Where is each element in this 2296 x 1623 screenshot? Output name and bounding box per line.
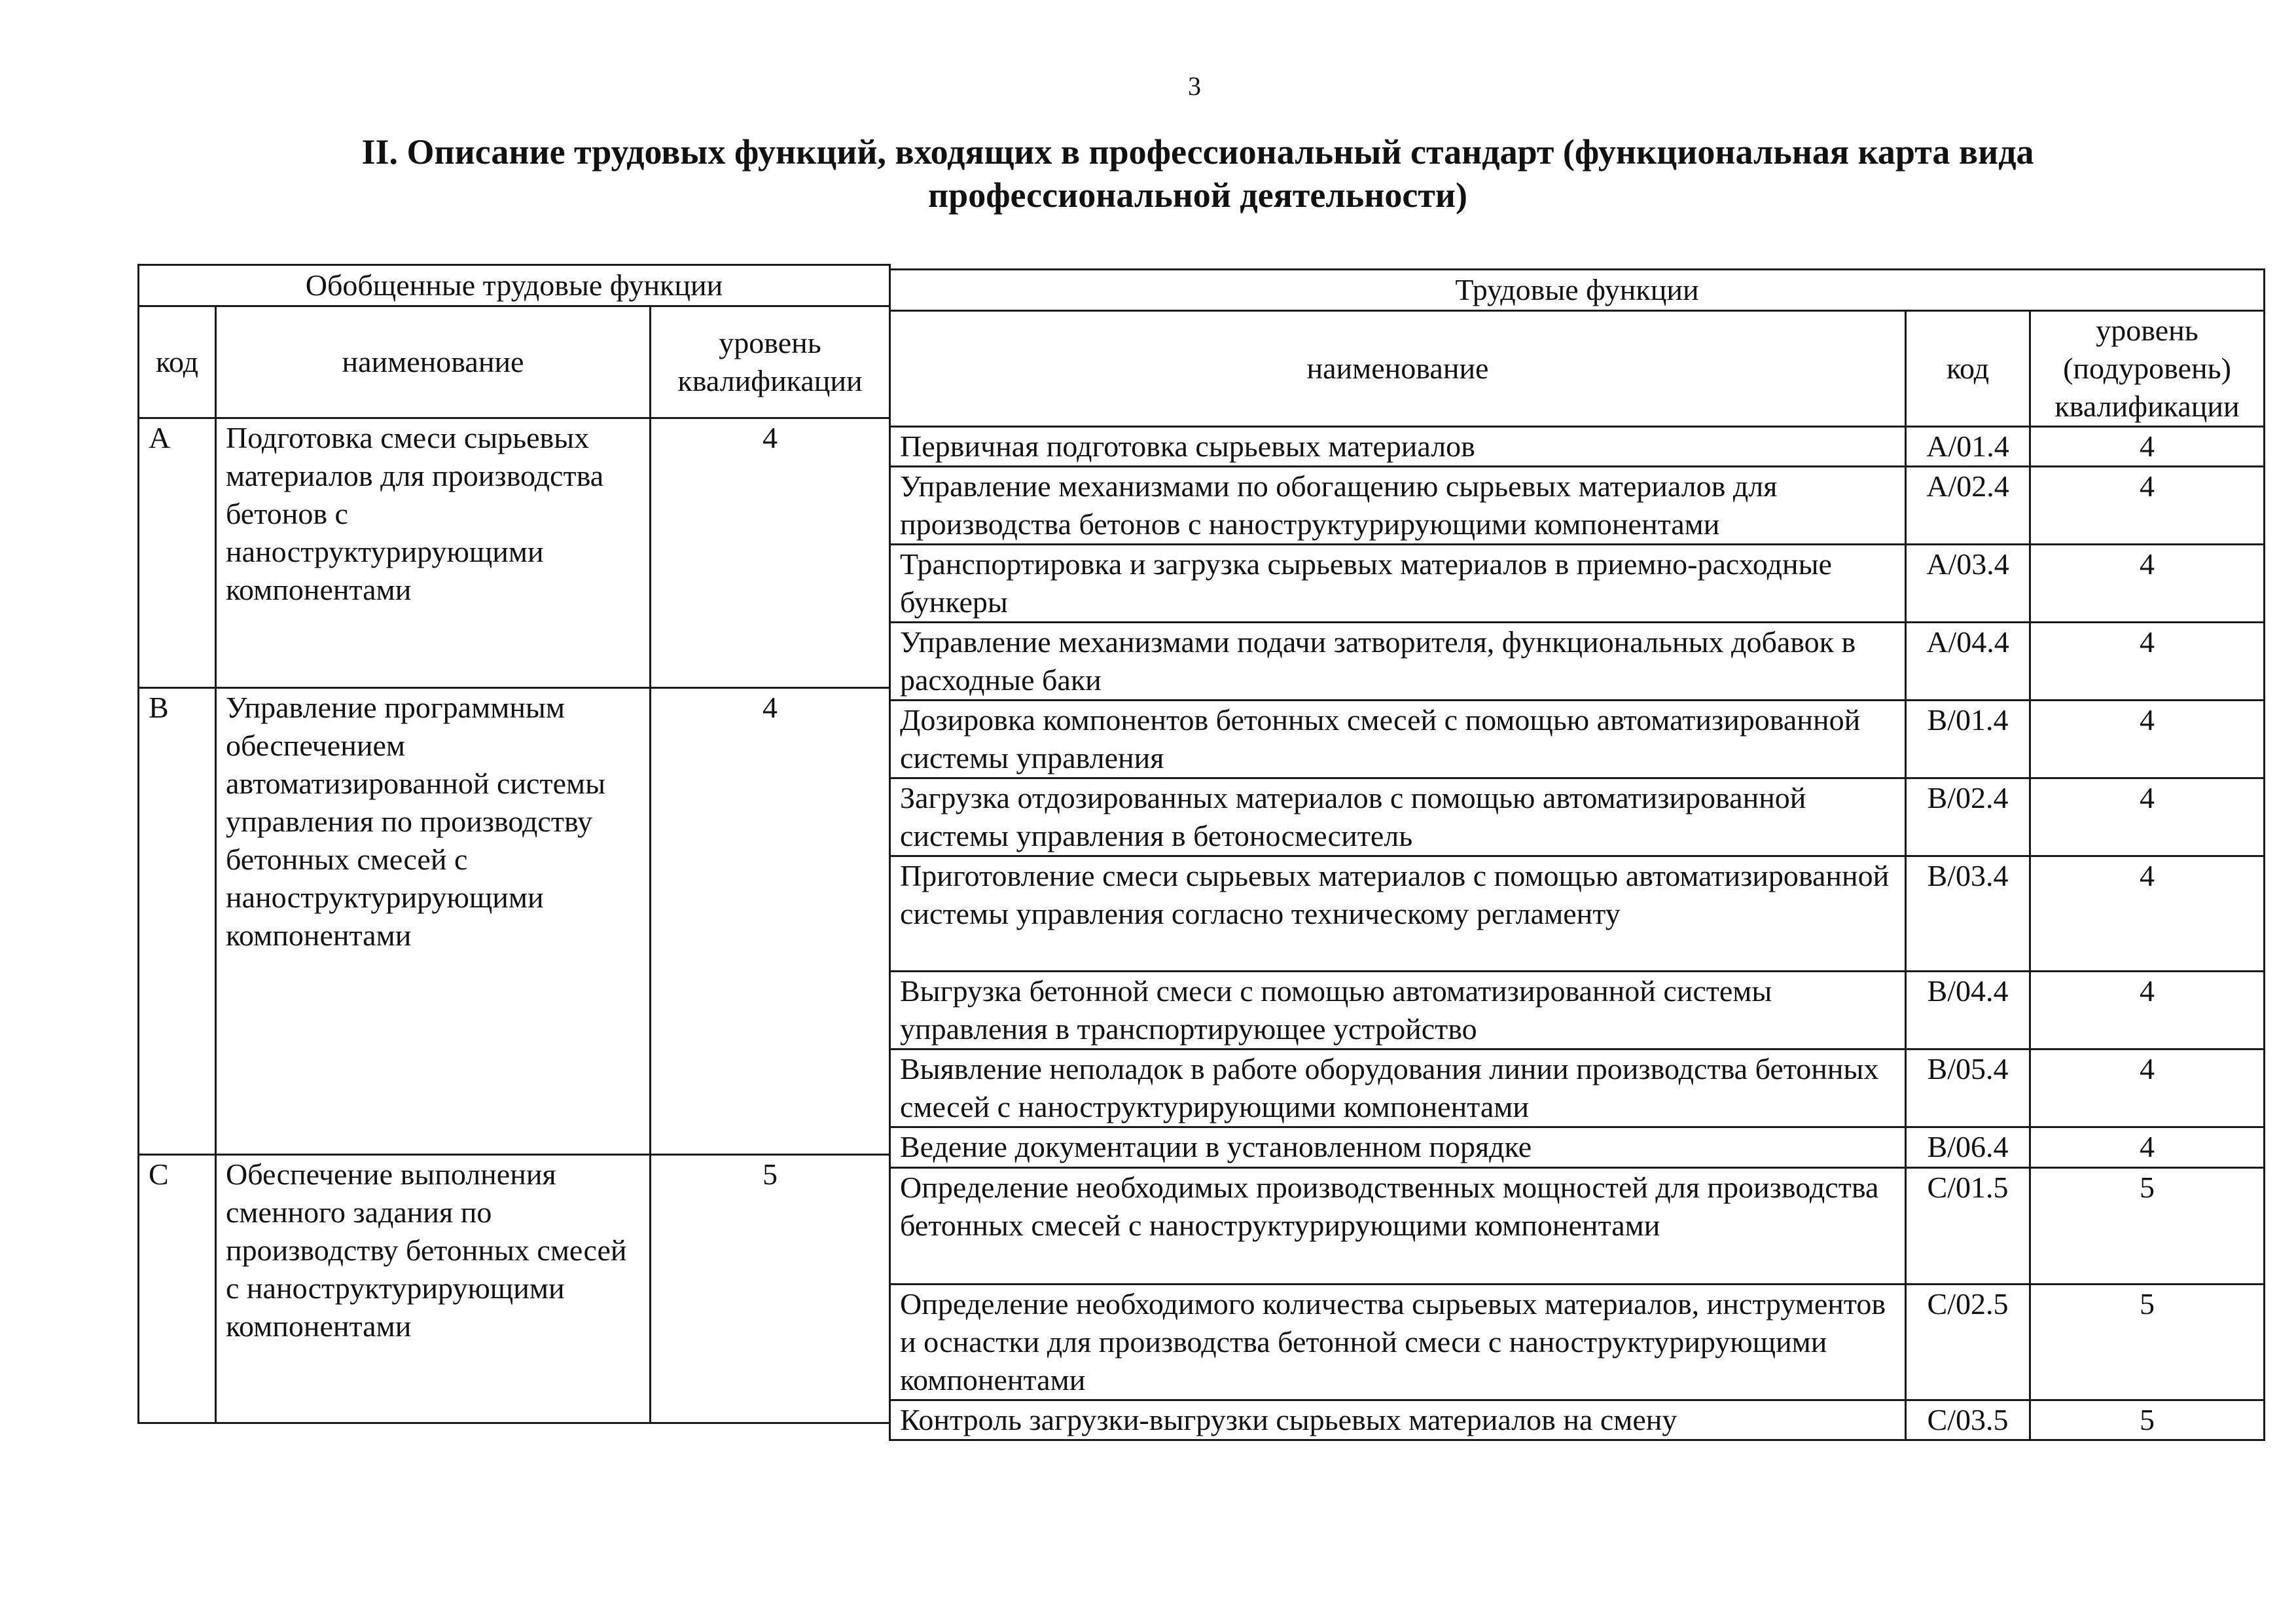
page-title-line-1: II. Описание трудовых функций, входящих в профессиональный стандарт (функциональная карта вида [361, 132, 2034, 172]
function-code: B/03.4 [1906, 856, 2030, 972]
generalized-name: Обеспечение выполнения сменного задания по производству бетонных смесей с наноструктурирующими компонентами [216, 1155, 651, 1423]
function-level: 5 [2030, 1400, 2265, 1440]
function-name: Первичная подготовка сырьевых материалов [890, 427, 1906, 467]
function-row [890, 1168, 2265, 1285]
labor-functions-table [889, 268, 2265, 1441]
function-row [890, 1049, 2265, 1127]
function-level: 4 [2030, 778, 2265, 856]
generalized-level-header: уровень квалификации [651, 306, 890, 418]
function-level: 4 [2030, 467, 2265, 545]
function-code: A/04.4 [1906, 623, 2030, 701]
function-row [890, 856, 2265, 972]
function-code: C/01.5 [1906, 1168, 2030, 1285]
function-level: 4 [2030, 701, 2265, 778]
function-level: 4 [2030, 545, 2265, 623]
function-row [890, 701, 2265, 778]
generalized-level: 5 [651, 1155, 890, 1423]
function-code: B/06.4 [1906, 1127, 2030, 1168]
function-code: C/02.5 [1906, 1285, 2030, 1400]
function-code-header: код [1906, 311, 2030, 427]
function-code: B/01.4 [1906, 701, 2030, 778]
generalized-code: C [139, 1155, 216, 1423]
function-row [890, 1400, 2265, 1440]
function-level: 4 [2030, 972, 2265, 1049]
function-level: 4 [2030, 1127, 2265, 1168]
generalized-name: Подготовка смеси сырьевых материалов для производства бетонов с наноструктурирующими компонентами [216, 418, 651, 688]
function-name: Выгрузка бетонной смеси с помощью автоматизированной системы управления в транспортирующее устройство [890, 972, 1906, 1049]
function-level: 4 [2030, 856, 2265, 972]
function-name: Выявление неполадок в работе оборудования линии производства бетонных смесей с наноструктурирующими компонентами [890, 1049, 1906, 1127]
function-row [890, 467, 2265, 545]
generalized-code: B [139, 688, 216, 1155]
generalized-code: A [139, 418, 216, 688]
function-code: B/04.4 [1906, 972, 2030, 1049]
function-level: 4 [2030, 1049, 2265, 1127]
function-row [890, 427, 2265, 467]
generalized-level: 4 [651, 688, 890, 1155]
function-name: Управление механизмами по обогащению сырьевых материалов для производства бетонов с наноструктурирующими компонентами [890, 467, 1906, 545]
labor-functions-header: Трудовые функции [890, 270, 2265, 311]
function-row [890, 972, 2265, 1049]
generalized-row [139, 1155, 890, 1423]
generalized-name-header: наименование [216, 306, 651, 418]
function-name: Определение необходимого количества сырьевых материалов, инструментов и оснастки для производства бетонной смеси с наноструктурирующими компонентами [890, 1285, 1906, 1400]
generalized-code-header: код [139, 306, 216, 418]
generalized-row [139, 418, 890, 688]
page-title [216, 131, 2179, 217]
function-row [890, 1285, 2265, 1400]
page-title-line-2: профессиональной деятельности) [928, 175, 1467, 215]
function-row [890, 778, 2265, 856]
function-level: 5 [2030, 1285, 2265, 1400]
function-name: Транспортировка и загрузка сырьевых материалов в приемно-расходные бункеры [890, 545, 1906, 623]
function-code: C/03.5 [1906, 1400, 2030, 1440]
function-code: A/02.4 [1906, 467, 2030, 545]
function-name-header: наименование [890, 311, 1906, 427]
generalized-row [139, 688, 890, 1155]
generalized-functions-table [137, 264, 891, 1424]
generalized-functions-header: Обобщенные трудовые функции [139, 265, 890, 306]
function-row [890, 545, 2265, 623]
function-code: A/01.4 [1906, 427, 2030, 467]
function-name: Загрузка отдозированных материалов с помощью автоматизированной системы управления в бетоносмеситель [890, 778, 1906, 856]
function-level: 4 [2030, 623, 2265, 701]
function-code: A/03.4 [1906, 545, 2030, 623]
function-row [890, 1127, 2265, 1168]
function-name: Ведение документации в установленном порядке [890, 1127, 1906, 1168]
function-level-header: уровень (подуровень) квалификации [2030, 311, 2265, 427]
function-name: Управление механизмами подачи затворителя, функциональных добавок в расходные баки [890, 623, 1906, 701]
function-name: Контроль загрузки-выгрузки сырьевых материалов на смену [890, 1400, 1906, 1440]
generalized-name: Управление программным обеспечением автоматизированной системы управления по производству бетонных смесей с наноструктурирующими компонентами [216, 688, 651, 1155]
function-code: B/05.4 [1906, 1049, 2030, 1127]
function-name: Дозировка компонентов бетонных смесей с помощью автоматизированной системы управления [890, 701, 1906, 778]
function-level: 5 [2030, 1168, 2265, 1285]
page-number: 3 [1188, 71, 1201, 101]
generalized-level: 4 [651, 418, 890, 688]
function-code: B/02.4 [1906, 778, 2030, 856]
function-name: Приготовление смеси сырьевых материалов с помощью автоматизированной системы управления согласно техническому регламенту [890, 856, 1906, 972]
function-level: 4 [2030, 427, 2265, 467]
function-row [890, 623, 2265, 701]
function-name: Определение необходимых производственных мощностей для производства бетонных смесей с наноструктурирующими компонентами [890, 1168, 1906, 1285]
